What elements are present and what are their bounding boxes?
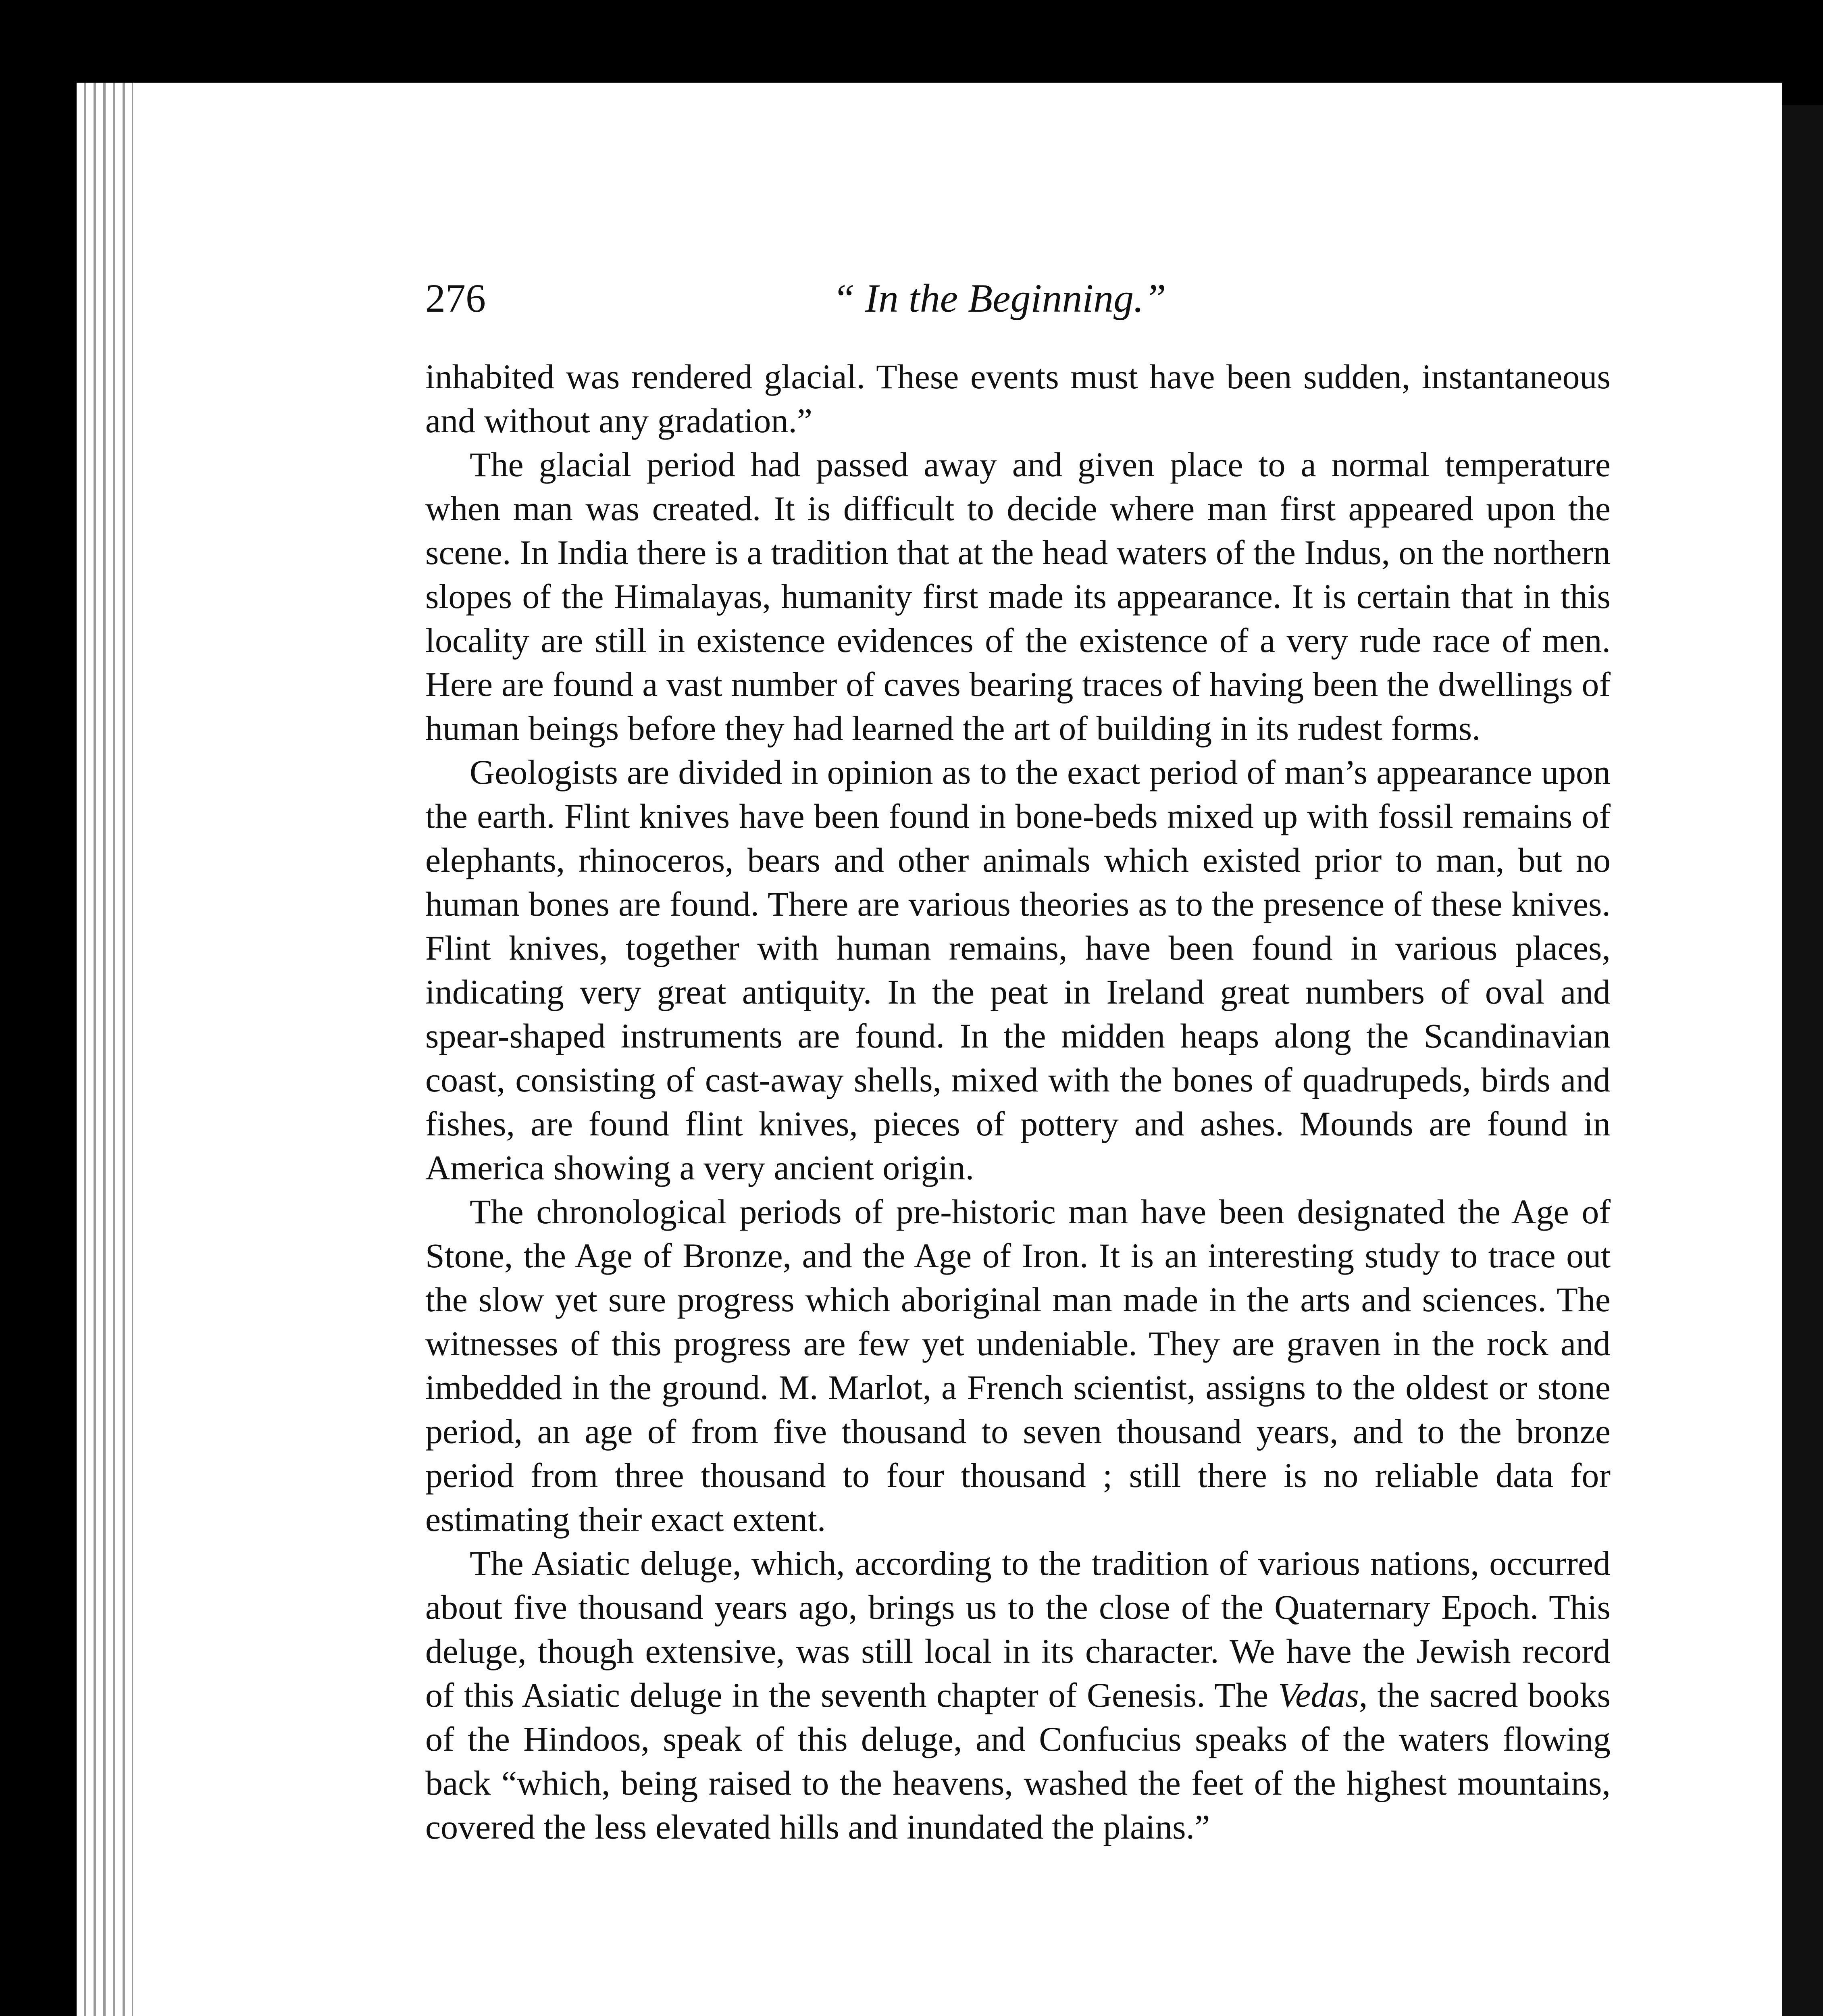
- deluge-text-end: , the sacred books of the Hindoos, speak of this deluge, and Confucius speaks of the waters flowing back “which, being raised to the heavens, washed the feet of the highest mountains, covered the less elevated hills and inundated the plains.”: [425, 1676, 1611, 1846]
- vedas-italic: Vedas: [1278, 1676, 1359, 1714]
- paragraph-asiatic-deluge: [425, 1541, 1611, 1849]
- paragraph-glacial-period: The glacial period had passed away and given place to a normal temperature when man was created. It is difficult to decide where man first appeared upon the scene. In India there is a tradition that at the head waters of the Indus, on the northern slopes of the Himalayas, humanity first made its appearance. It is certain that in this locality are still in existence evidences of the existence of a very rude race of men. Here are found a vast number of caves bearing traces of having been the dwellings of human beings before they had learned the art of building in its rudest forms.: [425, 445, 1611, 748]
- paragraph-geologists: Geologists are divided in opinion as to the exact period of man’s appearance upon the earth. Flint knives have been found in bone-beds mixed up with fossil remains of elephants, rhinoceros, bears and other animals which existed prior to man, but no human bones are found. There are various theories as to the presence of these knives. Flint knives, together with human remains, have been found in various places, indicating very great antiquity. In the peat in Ireland great numbers of oval and spear-shaped instruments are found. In the midden heaps along the Scandinavian coast, consisting of cast-away shells, mixed with the bones of quadrupeds, birds and fishes, are found flint knives, pieces of pottery and ashes. Mounds are found in America showing a very ancient origin.: [425, 753, 1611, 1187]
- paragraph-chronological-periods: The chronological periods of pre-historic man have been designated the Age of Stone, the Age of Bronze, and the Age of Iron. It is an interesting study to trace out the slow yet sure progress which aboriginal man made in the arts and sciences. The witnesses of this progress are few yet undeniable. They are graven in the rock and imbedded in the ground. M. Marlot, a French scientist, assigns to the oldest or stone period, an age of from five thousand to seven thousand years, and to the bronze period from three thousand to four thousand ; still there is no reliable data for estimating their exact extent.: [425, 1192, 1611, 1539]
- right-gutter: [1782, 105, 1823, 2016]
- deluge-text-start: The Asiatic deluge, which, according to the tradition of various nations, occurred about five thousand years ago, brings us to the close of the Quaternary Epoch. This deluge, though extensive, was still local in its character. We have the Jewish record of this Asiatic deluge in the seventh chapter of Genesis. The: [425, 1544, 1611, 1714]
- running-title: “ In the Beginning.”: [832, 276, 1166, 321]
- body-text: [425, 355, 1611, 1849]
- running-head: [425, 268, 1615, 329]
- paragraph-continuation: inhabited was rendered glacial. These events must have been sudden, instantaneous and without any gradation.”: [425, 357, 1611, 440]
- page-number: 276: [425, 276, 486, 321]
